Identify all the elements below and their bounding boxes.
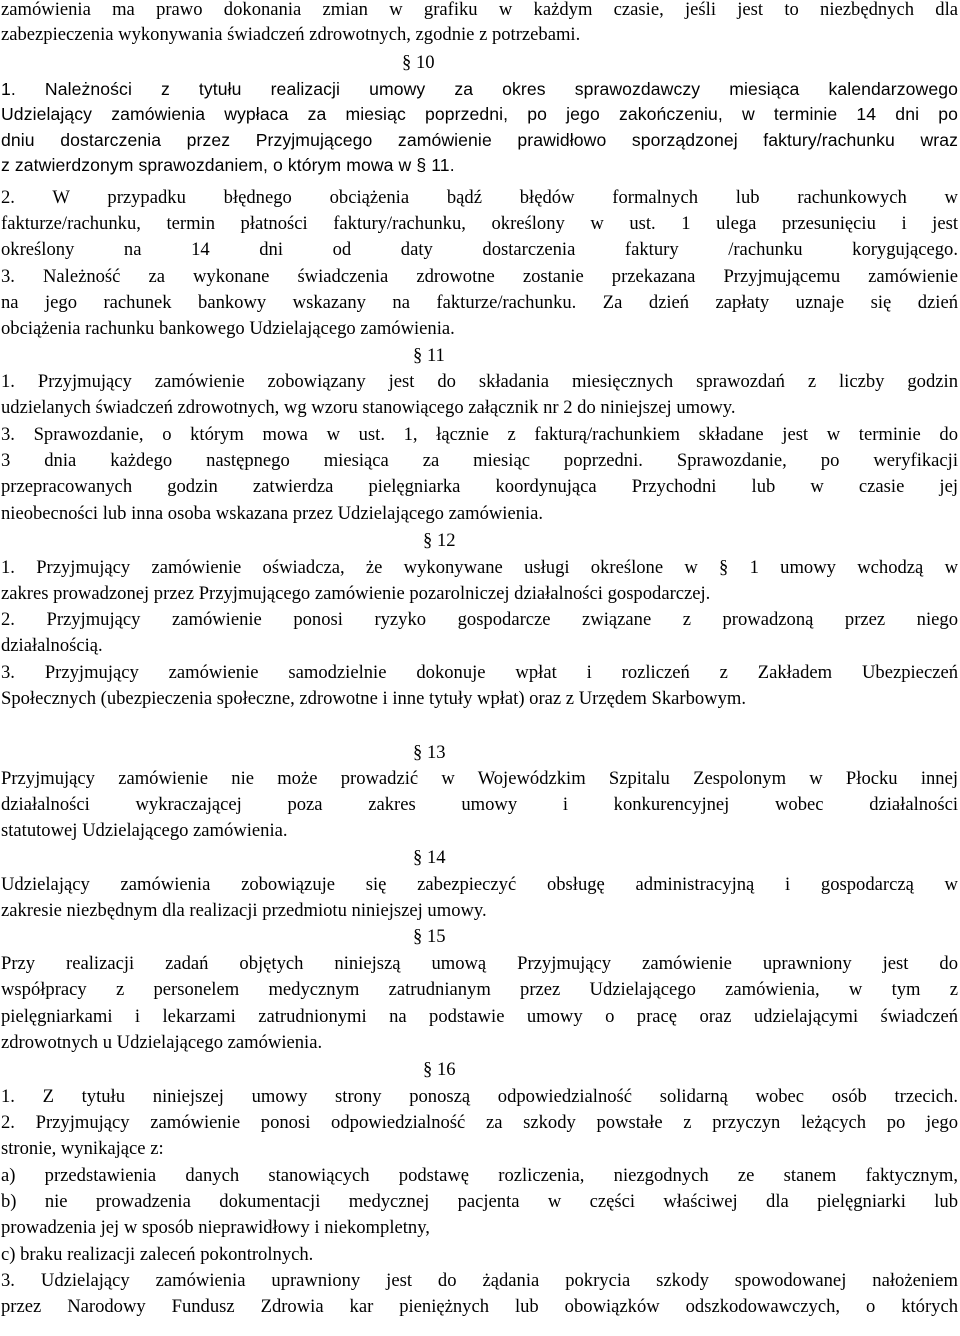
text-line: przepracowanych godzin zatwierdza pielęgniarka koordynująca Przychodni lub w czasie jej <box>1 476 958 497</box>
text-line: działalności wykraczającej poza zakres umowy i konkurencyjnej wobec działalności <box>1 794 958 815</box>
text-line: a) przedstawienia danych stanowiących podstawę rozliczenia, niezgodnych ze stanem faktycznym, <box>1 1165 958 1186</box>
text-line: Udzielający zamówienia zobowiązuje się zabezpieczyć obsługę administracyjną i gospodarczą w <box>1 874 958 895</box>
text-line: 3 dnia każdego następnego miesiąca za miesiąc poprzedni. Sprawozdanie, po weryfikacji <box>1 450 958 471</box>
text-line: na jego rachunek bankowy wskazany na fakturze/rachunku. Za dzień zapłaty uznaje się dzień <box>1 292 958 313</box>
text-line: współpracy z personelem medycznym zatrudnianym przez Udzielającego zamówienia, w tym z <box>1 979 958 1000</box>
text-line: Społecznych (ubezpieczenia społeczne, zdrowotne i inne tytuły wpłat) oraz z Urzędem Skarbowym. <box>1 688 747 709</box>
section-heading: § 10 <box>402 52 435 73</box>
text-line: b) nie prowadzenia dokumentacji medycznej pacjenta w części właściwej dla pielęgniarki lub <box>1 1191 958 1212</box>
section-heading: § 14 <box>413 847 446 868</box>
text-line: nieobecności lub inna osoba wskazana przez Udzielającego zamówienia. <box>1 503 544 524</box>
text-line: Przyjmujący zamówienie nie może prowadzić w Wojewódzkim Szpitalu Zespolonym w Płocku innej <box>1 768 958 789</box>
text-line: zabezpieczenia wykonywania świadczeń zdrowotnych, zgodnie z potrzebami. <box>1 24 581 45</box>
section-heading: § 16 <box>423 1059 456 1080</box>
text-line: z zatwierdzonym sprawozdaniem, o którym mowa w § 11. <box>1 155 455 175</box>
text-line: pielęgniarkami i lekarzami zatrudnionymi na podstawie umowy o pracę oraz udzielającymi świadczeń <box>1 1006 958 1027</box>
text-line: obciążenia rachunku bankowego Udzielającego zamówienia. <box>1 318 455 339</box>
text-line: fakturze/rachunku, termin płatności faktury/rachunku, określony w ust. 1 ulega przesunięciu i jest <box>1 213 958 234</box>
text-line: 2. Przyjmujący zamówienie ponosi odpowiedzialność za szkody powstałe z przyczyn leżących po jego <box>1 1112 958 1133</box>
text-line: prowadzenia jej w sposób nieprawidłowy i niekompletny, <box>1 1217 430 1238</box>
text-line: zamówienia ma prawo dokonania zmian w grafiku w każdym czasie, jeśli jest to niezbędnych dla <box>1 0 958 20</box>
text-line: udzielanych świadczeń zdrowotnych, wg wzoru stanowiącego załącznik nr 2 do niniejszej umowy. <box>1 397 736 418</box>
text-line: 1. Przyjmujący zamówienie zobowiązany jest do składania miesięcznych sprawozdań z liczby godzin <box>1 371 958 392</box>
text-line: określony na 14 dni od daty dostarczenia faktury /rachunku korygującego. <box>1 239 958 260</box>
text-line: zakresie niezbędnym dla realizacji przedmiotu niniejszej umowy. <box>1 900 487 921</box>
text-line: zdrowotnych u Udzielającego zamówienia. <box>1 1032 323 1053</box>
text-line: Udzielający zamówienia wypłaca za miesiąc poprzedni, po jego zakończeniu, w terminie 14 dni po <box>1 104 958 124</box>
text-line: statutowej Udzielającego zamówienia. <box>1 820 288 841</box>
text-line: 3. Udzielający zamówienia uprawniony jest do żądania pokrycia szkody spowodowanej nałożeniem <box>1 1270 958 1291</box>
text-line: dniu dostarczenia przez Przyjmującego zamówienie prawidłowo sporządzonej faktury/rachunku wraz <box>1 130 958 150</box>
text-line: 1. Należności z tytułu realizacji umowy za okres sprawozdawczy miesiąca kalendarzowego <box>1 79 958 99</box>
section-heading: § 13 <box>413 742 446 763</box>
section-heading: § 12 <box>423 530 456 551</box>
text-line: 1. Z tytułu niniejszej umowy strony ponoszą odpowiedzialność solidarną wobec osób trzecich. <box>1 1086 958 1107</box>
text-line: stronie, wynikające z: <box>1 1138 164 1159</box>
text-line: przez Narodowy Fundusz Zdrowia kar pieniężnych lub obowiązków odszkodowawczych, o których <box>1 1296 958 1317</box>
text-line: działalnością. <box>1 635 103 656</box>
text-line: 1. Przyjmujący zamówienie oświadcza, że wykonywane usługi określone w § 1 umowy wchodzą w <box>1 557 958 578</box>
text-line: zakres prowadzonej przez Przyjmującego zamówienie pozarolniczej działalności gospodarczej. <box>1 583 711 604</box>
text-line: 3. Sprawozdanie, o którym mowa w ust. 1, łącznie z fakturą/rachunkiem składane jest w terminie do <box>1 424 958 445</box>
text-line: 3. Należność za wykonane świadczenia zdrowotne zostanie przekazana Przyjmującemu zamówienie <box>1 266 958 287</box>
section-heading: § 15 <box>413 926 446 947</box>
text-line: 3. Przyjmujący zamówienie samodzielnie dokonuje wpłat i rozliczeń z Zakładem Ubezpieczeń <box>1 662 958 683</box>
section-heading: § 11 <box>413 345 445 366</box>
text-line: c) braku realizacji zaleceń pokontrolnych. <box>1 1244 314 1265</box>
text-line: 2. W przypadku błędnego obciążenia bądź błędów formalnych lub rachunkowych w <box>1 187 958 208</box>
text-line: 2. Przyjmujący zamówienie ponosi ryzyko gospodarcze związane z prowadzoną przez niego <box>1 609 958 630</box>
text-line: Przy realizacji zadań objętych niniejszą umową Przyjmujący zamówienie uprawniony jest do <box>1 953 958 974</box>
